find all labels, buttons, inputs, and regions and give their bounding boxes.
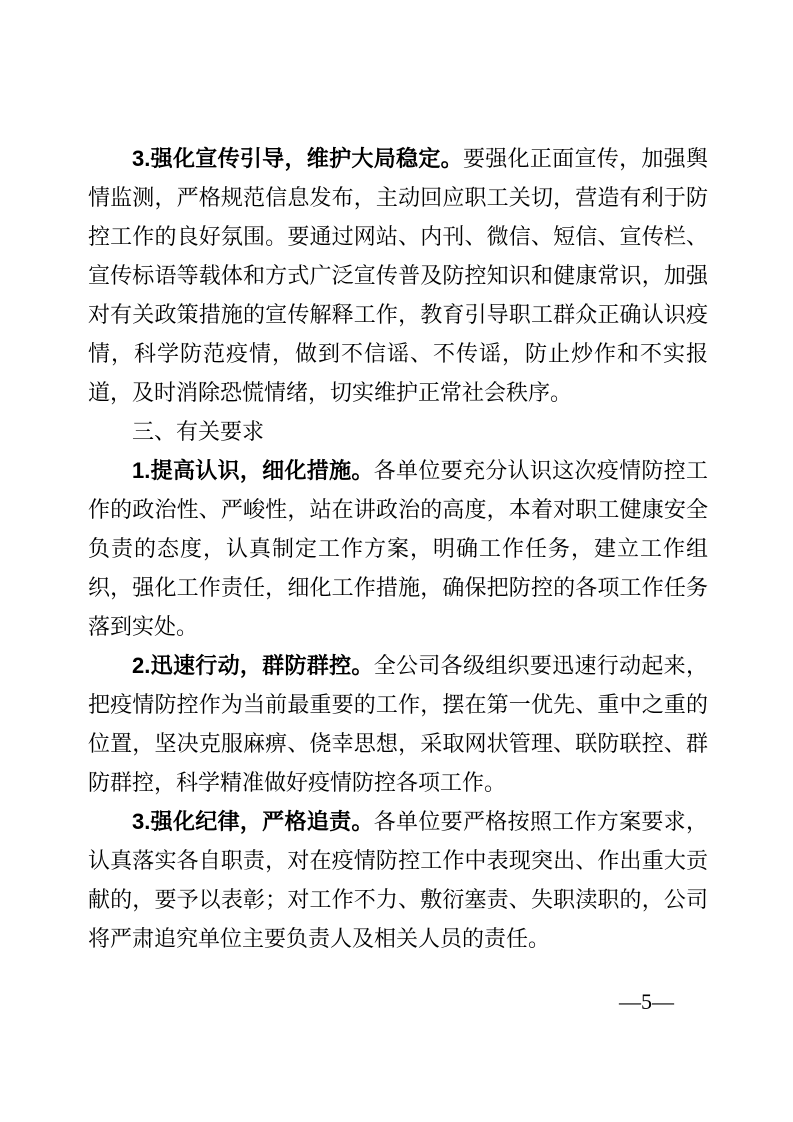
paragraph-propaganda-lead: 3.强化宣传引导，维护大局稳定。 [132, 146, 463, 171]
document-body [88, 139, 708, 958]
page-number: —5— [619, 989, 674, 1014]
paragraph-awareness [88, 451, 708, 646]
paragraph-discipline-lead: 3.强化纪律，严格追责。 [132, 809, 374, 834]
paragraph-action [88, 646, 708, 802]
paragraph-awareness-body: 各单位要充分认识这次疫情防控工作的政治性、严峻性，站在讲政治的高度，本着对职工健康安全负责的态度，认真制定工作方案，明确工作任务，建立工作组织，强化工作责任，细化工作措施，确保把防控的各项工作任务落到实处。 [88, 458, 708, 639]
paragraph-propaganda [88, 139, 708, 412]
paragraph-propaganda-body: 要强化正面宣传，加强舆情监测，严格规范信息发布，主动回应职工关切，营造有利于防控工作的良好氛围。要通过网站、内刊、微信、短信、宣传栏、宣传标语等载体和方式广泛宣传普及防控知识和健康常识，加强对有关政策措施的宣传解释工作，教育引导职工群众正确认识疫情，科学防范疫情，做到不信谣、不传谣，防止炒作和不实报道，及时消除恐慌情绪，切实维护正常社会秩序。 [88, 146, 708, 405]
section-heading-requirements: 三、有关要求 [132, 419, 265, 444]
paragraph-discipline-body: 各单位要严格按照工作方案要求，认真落实各自职责，对在疫情防控工作中表现突出、作出重大贡献的，要予以表彰；对工作不力、敷衍塞责、失职渎职的，公司将严肃追究单位主要负责人及相关人员的责任。 [88, 809, 708, 951]
paragraph-discipline [88, 802, 708, 958]
paragraph-awareness-lead: 1.提高认识，细化措施。 [132, 458, 374, 483]
paragraph-action-lead: 2.迅速行动，群防群控。 [132, 653, 374, 678]
paragraph-action-body: 全公司各级组织要迅速行动起来，把疫情防控作为当前最重要的工作，摆在第一优先、重中之重的位置，坚决克服麻痹、侥幸思想，采取网状管理、联防联控、群防群控，科学精准做好疫情防控各项工作。 [88, 653, 708, 795]
